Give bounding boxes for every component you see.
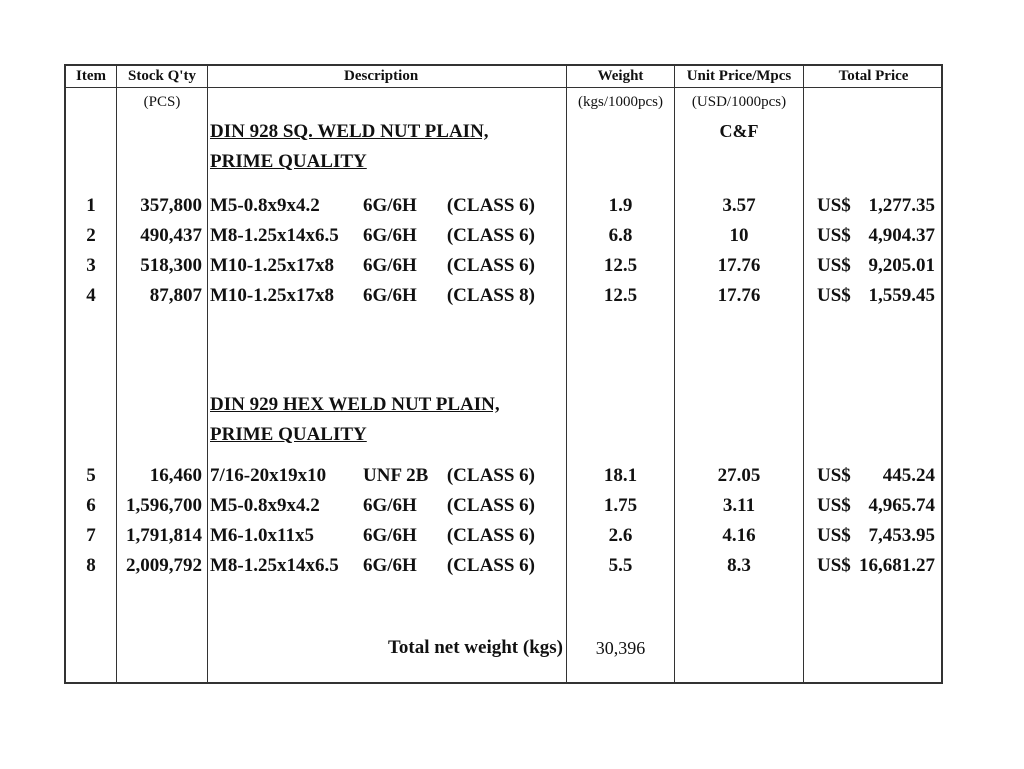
row-size: M10-1.25x17x8 [210, 255, 335, 276]
row-stock: 518,300 [140, 255, 202, 276]
row-class: (CLASS 6) [446, 465, 535, 486]
header-divider [66, 87, 941, 88]
header-item: Item [76, 68, 106, 84]
row-size: M6-1.0x11x5 [210, 525, 314, 546]
row-class: (CLASS 6) [446, 525, 535, 546]
row-unit-price: 4.16 [722, 525, 756, 546]
row-size: M5-0.8x9x4.2 [210, 195, 320, 216]
row-total: 4,904.37 [868, 225, 935, 246]
row-item: 1 [86, 195, 96, 216]
column-divider [803, 66, 804, 682]
header-total-price: Total Price [838, 68, 909, 84]
row-currency: US$ [817, 255, 851, 276]
row-unit-price: 27.05 [717, 465, 761, 486]
row-class: (CLASS 6) [446, 495, 535, 516]
unit-stock: (PCS) [143, 94, 181, 110]
row-stock: 1,596,700 [126, 495, 202, 516]
row-currency: US$ [817, 465, 851, 486]
row-unit-price: 3.57 [722, 195, 756, 216]
row-thread: 6G/6H [363, 495, 417, 516]
row-class: (CLASS 6) [446, 195, 535, 216]
row-total: 1,559.45 [868, 285, 935, 306]
row-thread: 6G/6H [363, 225, 417, 246]
total-weight-value: 30,396 [595, 638, 646, 658]
row-size: M8-1.25x14x6.5 [210, 225, 339, 246]
terms-label: C&F [719, 121, 759, 141]
row-total: 4,965.74 [868, 495, 935, 516]
row-weight: 1.9 [608, 195, 633, 216]
row-stock: 16,460 [149, 465, 202, 486]
row-weight: 6.8 [608, 225, 633, 246]
row-stock: 490,437 [140, 225, 202, 246]
row-unit-price: 17.76 [717, 255, 761, 276]
unit-price-unit: (USD/1000pcs) [691, 94, 787, 110]
header-stock: Stock Q'ty [128, 68, 196, 84]
row-weight: 5.5 [608, 555, 633, 576]
row-weight: 2.6 [608, 525, 633, 546]
row-item: 8 [86, 555, 96, 576]
section-title: PRIME QUALITY [210, 424, 367, 445]
row-total: 16,681.27 [859, 555, 935, 576]
row-stock: 2,009,792 [126, 555, 202, 576]
row-weight: 18.1 [603, 465, 638, 486]
row-weight: 12.5 [603, 285, 638, 306]
row-class: (CLASS 6) [446, 555, 535, 576]
column-divider [674, 66, 675, 682]
row-stock: 1,791,814 [126, 525, 202, 546]
row-stock: 87,807 [149, 285, 202, 306]
row-size: M5-0.8x9x4.2 [210, 495, 320, 516]
row-currency: US$ [817, 495, 851, 516]
row-currency: US$ [817, 225, 851, 246]
row-size: M8-1.25x14x6.5 [210, 555, 339, 576]
header-unit-price: Unit Price/Mpcs [686, 68, 792, 84]
row-class: (CLASS 6) [446, 255, 535, 276]
row-thread: 6G/6H [363, 255, 417, 276]
row-total: 1,277.35 [868, 195, 935, 216]
row-item: 5 [86, 465, 96, 486]
row-size: M10-1.25x17x8 [210, 285, 335, 306]
row-currency: US$ [817, 195, 851, 216]
total-weight-label: Total net weight (kgs) [387, 637, 563, 658]
row-total: 9,205.01 [868, 255, 935, 276]
row-class: (CLASS 8) [446, 285, 535, 306]
row-class: (CLASS 6) [446, 225, 535, 246]
row-size: 7/16-20x19x10 [210, 465, 327, 486]
row-currency: US$ [817, 285, 851, 306]
column-divider [566, 66, 567, 682]
header-description: Description [344, 68, 419, 84]
section-title: PRIME QUALITY [210, 151, 367, 172]
row-thread: 6G/6H [363, 195, 417, 216]
row-currency: US$ [817, 525, 851, 546]
row-thread: 6G/6H [363, 555, 417, 576]
column-divider [207, 66, 208, 682]
row-weight: 1.75 [603, 495, 638, 516]
row-item: 4 [86, 285, 96, 306]
row-unit-price: 8.3 [727, 555, 751, 576]
row-total: 445.24 [882, 465, 935, 486]
row-weight: 12.5 [603, 255, 638, 276]
row-currency: US$ [817, 555, 851, 576]
row-thread: 6G/6H [363, 285, 417, 306]
column-divider [116, 66, 117, 682]
row-item: 6 [86, 495, 96, 516]
header-weight: Weight [597, 68, 644, 84]
price-table [64, 64, 943, 684]
row-stock: 357,800 [140, 195, 202, 216]
row-unit-price: 10 [729, 225, 749, 246]
section-title: DIN 929 HEX WELD NUT PLAIN, [210, 394, 500, 415]
unit-weight: (kgs/1000pcs) [578, 94, 663, 110]
section-title: DIN 928 SQ. WELD NUT PLAIN, [210, 121, 489, 142]
row-item: 2 [86, 225, 96, 246]
row-unit-price: 17.76 [717, 285, 761, 306]
row-item: 7 [86, 525, 96, 546]
row-total: 7,453.95 [868, 525, 935, 546]
row-unit-price: 3.11 [722, 495, 756, 516]
row-item: 3 [86, 255, 96, 276]
row-thread: 6G/6H [363, 525, 417, 546]
row-thread: UNF 2B [363, 465, 429, 486]
